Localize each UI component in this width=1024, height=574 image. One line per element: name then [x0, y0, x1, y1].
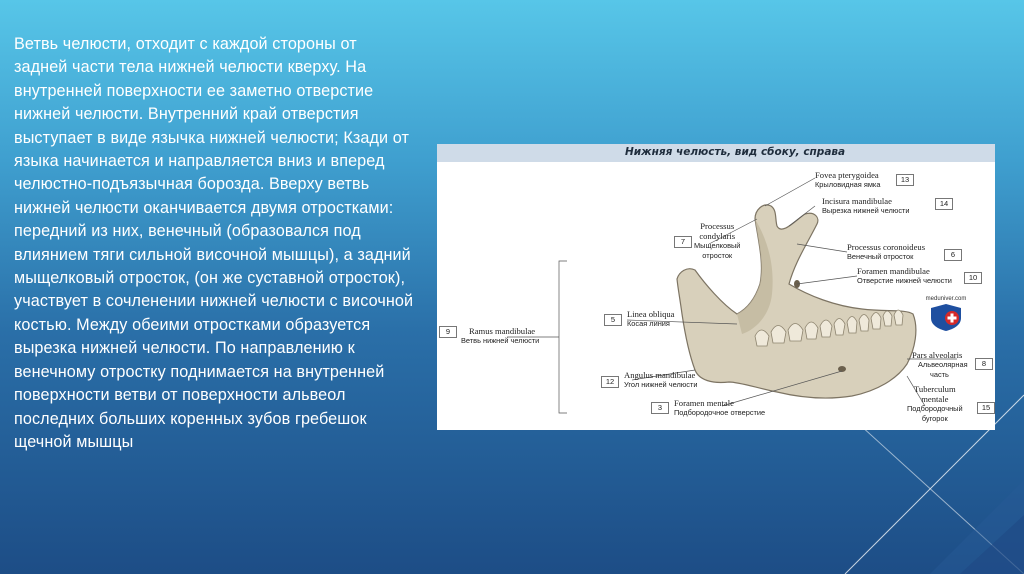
label-number-9: 9 — [439, 326, 457, 338]
label-number-3: 3 — [651, 402, 669, 414]
meduniver-logo: meduniver.com — [925, 296, 967, 337]
label-number-5: 5 — [604, 314, 622, 326]
label-number-14: 14 — [935, 198, 953, 210]
figure-title: Нижняя челюсть, вид сбоку, справа — [625, 146, 846, 158]
label-fovea-pterygoidea: Fovea pterygoidea Крыловидная ямка — [815, 170, 881, 189]
label-pars-alveolaris: Pars alveolaris Альвеолярная часть — [912, 350, 968, 379]
label-number-12: 12 — [601, 376, 619, 388]
label-number-10: 10 — [964, 272, 982, 284]
label-number-6: 6 — [944, 249, 962, 261]
label-number-13: 13 — [896, 174, 914, 186]
label-tuberculum-mentale: Tuberculum mentale Подбородочный бугорок — [907, 384, 963, 423]
label-linea-obliqua: Linea obliqua Косая линия — [627, 309, 675, 328]
shield-cross-icon — [925, 302, 967, 332]
label-foramen-mandibulae: Foramen mandibulae Отверстие нижней челюсти — [857, 266, 952, 285]
label-angulus-mandibulae: Angulus mandibulae Угол нижней челюсти — [624, 370, 698, 389]
label-processus-coronoideus: Processus coronoideus Венечный отросток — [847, 242, 926, 261]
label-number-15: 15 — [977, 402, 995, 414]
label-processus-condylaris: Processus condylaris Мыщелковый отросток — [694, 221, 741, 260]
label-number-7: 7 — [674, 236, 692, 248]
label-ramus-mandibulae: Ramus mandibulae Ветвь нижней челюсти — [461, 326, 540, 345]
label-incisura-mandibulae: Incisura mandibulae Вырезка нижней челюсти — [822, 196, 910, 215]
label-foramen-mentale: Foramen mentale Подбородочное отверстие — [674, 398, 766, 417]
mandible-figure — [437, 144, 995, 430]
slide-body-text: Ветвь челюсти, отходит с каждой стороны от задней части тела нижней челюсти кверху. На внутренней поверхности ее заметно отверстие нижней челюсти. Внутренний край отверстия выступает в виде язычка нижней челюсти; Кзади от языка начинается и направляется вниз и вперед челюстно-подъязычная борозда. Вверху ветвь нижней челюсти оканчивается двумя отростками: передний из них, венечный (образовался под влиянием тяги сильной височной мышцы), а задний мыщелковый отросток, (он же суставной отросток), участвует в сочленении нижней челюсти с височной костью. Между обеими отростками образуется вырезка нижней челюсти. По направлению к венечному отростку поднимается на внутренней поверхности ветви от поверхности альвеол последних больших коренных зубов гребешок щечной мышцы — [14, 35, 414, 451]
label-number-8: 8 — [975, 358, 993, 370]
